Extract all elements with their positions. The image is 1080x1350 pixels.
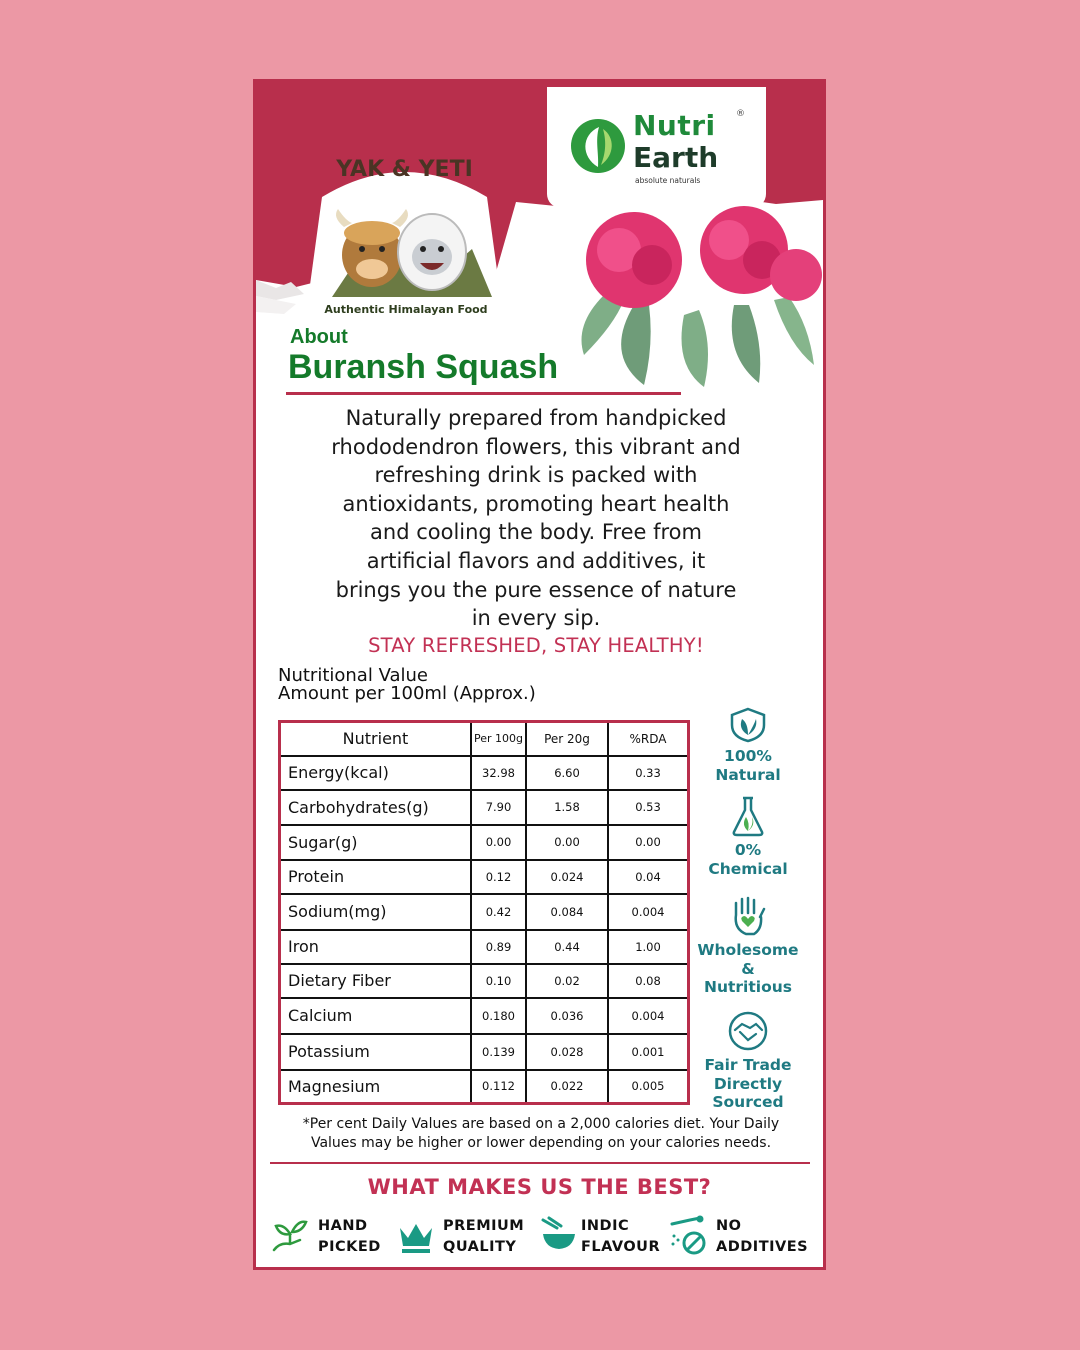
product-card	[253, 79, 826, 1270]
feature-label	[581, 1216, 660, 1258]
feature-line: NO	[716, 1218, 742, 1234]
badge-fair-trade	[688, 1010, 808, 1112]
column-header: Per 100g	[471, 722, 526, 756]
value-rda: 0.004	[608, 998, 689, 1034]
feature-premium-quality	[396, 1212, 531, 1260]
product-description	[296, 404, 776, 633]
hand-heart-icon	[726, 895, 770, 937]
nutrition-heading: Nutritional Value	[278, 665, 428, 686]
value-per-100g: 0.00	[471, 825, 526, 860]
yak-yeti-sticker	[302, 157, 507, 327]
feature-hand-picked	[270, 1212, 400, 1260]
value-rda: 0.33	[608, 756, 689, 790]
nutrient-name: Potassium	[280, 1034, 472, 1070]
value-rda: 0.53	[608, 790, 689, 825]
nutrition-subheading: Amount per 100ml (Approx.)	[278, 683, 536, 704]
value-per-100g: 0.112	[471, 1070, 526, 1104]
value-per-100g: 0.89	[471, 930, 526, 964]
footnote-line: Values may be higher or lower depending on your calories needs.	[310, 1135, 772, 1151]
handshake-icon	[726, 1010, 770, 1052]
description-line: and cooling the body. Free from	[370, 520, 702, 545]
nutrient-name: Protein	[280, 860, 472, 894]
feature-line: PREMIUM	[443, 1218, 525, 1234]
nutrient-name: Calcium	[280, 998, 472, 1034]
table-row	[280, 1070, 689, 1104]
registered-mark: ®	[736, 109, 745, 119]
nutrient-name: Magnesium	[280, 1070, 472, 1104]
value-per-20g: 0.024	[526, 860, 608, 894]
no-additives-icon	[668, 1214, 712, 1258]
column-header: Per 20g	[526, 722, 608, 756]
value-rda: 0.004	[608, 894, 689, 930]
value-per-100g: 0.10	[471, 964, 526, 998]
nutrient-name: Iron	[280, 930, 472, 964]
badge-line: Directly	[713, 1074, 783, 1093]
value-rda: 1.00	[608, 930, 689, 964]
nutrient-name: Energy(kcal)	[280, 756, 472, 790]
yak-yeti-illustration-icon	[302, 157, 507, 327]
value-per-100g: 32.98	[471, 756, 526, 790]
description-line: antioxidants, promoting heart health	[342, 491, 730, 516]
table-row	[280, 860, 689, 894]
rhododendron-flowers-icon	[574, 205, 826, 390]
table-row	[280, 790, 689, 825]
column-header: %RDA	[608, 722, 689, 756]
feature-label	[318, 1216, 381, 1258]
title-underline	[286, 392, 681, 395]
value-per-100g: 0.12	[471, 860, 526, 894]
value-per-20g: 1.58	[526, 790, 608, 825]
sticker-title: YAK & YETI	[336, 157, 473, 182]
value-rda: 0.001	[608, 1034, 689, 1070]
description-line: brings you the pure essence of nature	[335, 577, 737, 602]
value-per-20g: 0.00	[526, 825, 608, 860]
value-rda: 0.00	[608, 825, 689, 860]
badge-line: &	[741, 959, 755, 978]
description-line: Naturally prepared from handpicked	[345, 406, 727, 430]
description-line: in every sip.	[471, 606, 601, 631]
value-per-20g: 0.02	[526, 964, 608, 998]
badge-line: 0%	[734, 841, 762, 859]
feature-line: FLAVOUR	[581, 1239, 661, 1255]
table-row	[280, 1034, 689, 1070]
description-line: rhododendron flowers, this vibrant and	[331, 434, 741, 459]
crown-icon	[396, 1216, 436, 1256]
value-per-100g: 0.139	[471, 1034, 526, 1070]
feature-indic-flavour	[539, 1212, 669, 1260]
badge-chemical	[688, 795, 808, 878]
feature-line: HAND	[318, 1218, 368, 1234]
product-title: Buransh Squash	[288, 348, 559, 386]
divider	[270, 1162, 810, 1164]
badge-line: 100%	[724, 747, 772, 765]
leaf-shield-icon	[726, 707, 770, 743]
feature-no-additives	[668, 1212, 818, 1260]
value-per-20g: 0.44	[526, 930, 608, 964]
value-per-100g: 0.180	[471, 998, 526, 1034]
badge-wholesome	[688, 895, 808, 997]
badge-line: Chemical	[708, 859, 788, 878]
flask-leaf-icon	[726, 795, 770, 837]
value-per-20g: 0.036	[526, 998, 608, 1034]
leaf-logo-icon	[569, 117, 627, 175]
badge-line: Nutritious	[703, 978, 792, 996]
nutrient-name: Sugar(g)	[280, 825, 472, 860]
badge-line: Natural	[715, 765, 781, 784]
value-per-100g: 0.42	[471, 894, 526, 930]
value-rda: 0.005	[608, 1070, 689, 1104]
nutrient-name: Sodium(mg)	[280, 894, 472, 930]
column-header: Nutrient	[280, 722, 472, 756]
best-heading: WHAT MAKES US THE BEST?	[367, 1175, 712, 1199]
brand-name-line2: Earth	[633, 141, 719, 174]
bowl-icon	[539, 1214, 579, 1254]
table-row	[280, 930, 689, 964]
badge-line: Wholesome	[697, 941, 799, 959]
value-rda: 0.04	[608, 860, 689, 894]
value-per-100g: 7.90	[471, 790, 526, 825]
value-per-20g: 0.028	[526, 1034, 608, 1070]
description-line: artificial flavors and additives, it	[366, 548, 706, 573]
footnote-line: *Per cent Daily Values are based on a 2,000 calories diet. Your Daily	[302, 1116, 780, 1132]
table-row	[280, 825, 689, 860]
feature-line: PICKED	[318, 1239, 381, 1255]
table-row	[280, 756, 689, 790]
feature-line: QUALITY	[443, 1239, 517, 1255]
brand-tagline: absolute naturals	[635, 176, 701, 185]
nutrient-name: Dietary Fiber	[280, 964, 472, 998]
value-rda: 0.08	[608, 964, 689, 998]
sticker-subtitle: Authentic Himalayan Food	[324, 303, 488, 316]
slogan: STAY REFRESHED, STAY HEALTHY!	[368, 634, 704, 657]
brand-name-line1: Nutri	[633, 109, 716, 142]
table-row	[280, 964, 689, 998]
hand-plant-icon	[270, 1216, 310, 1256]
badge-line: Sourced	[712, 1093, 784, 1111]
feature-line: INDIC	[581, 1218, 630, 1234]
description-line: refreshing drink is packed with	[374, 463, 698, 488]
value-per-20g: 0.084	[526, 894, 608, 930]
feature-label	[716, 1216, 808, 1258]
feature-label	[443, 1216, 524, 1258]
value-per-20g: 0.022	[526, 1070, 608, 1104]
table-row	[280, 998, 689, 1034]
badge-line: Fair Trade	[704, 1056, 792, 1074]
nutrition-table	[278, 720, 690, 1105]
about-kicker: About	[290, 326, 348, 348]
footnote	[266, 1115, 816, 1153]
feature-line: ADDITIVES	[716, 1239, 809, 1255]
table-row	[280, 894, 689, 930]
brand-logo	[547, 87, 766, 208]
table-header-row	[280, 722, 689, 756]
nutrient-name: Carbohydrates(g)	[280, 790, 472, 825]
badge-natural	[688, 707, 808, 784]
value-per-20g: 6.60	[526, 756, 608, 790]
